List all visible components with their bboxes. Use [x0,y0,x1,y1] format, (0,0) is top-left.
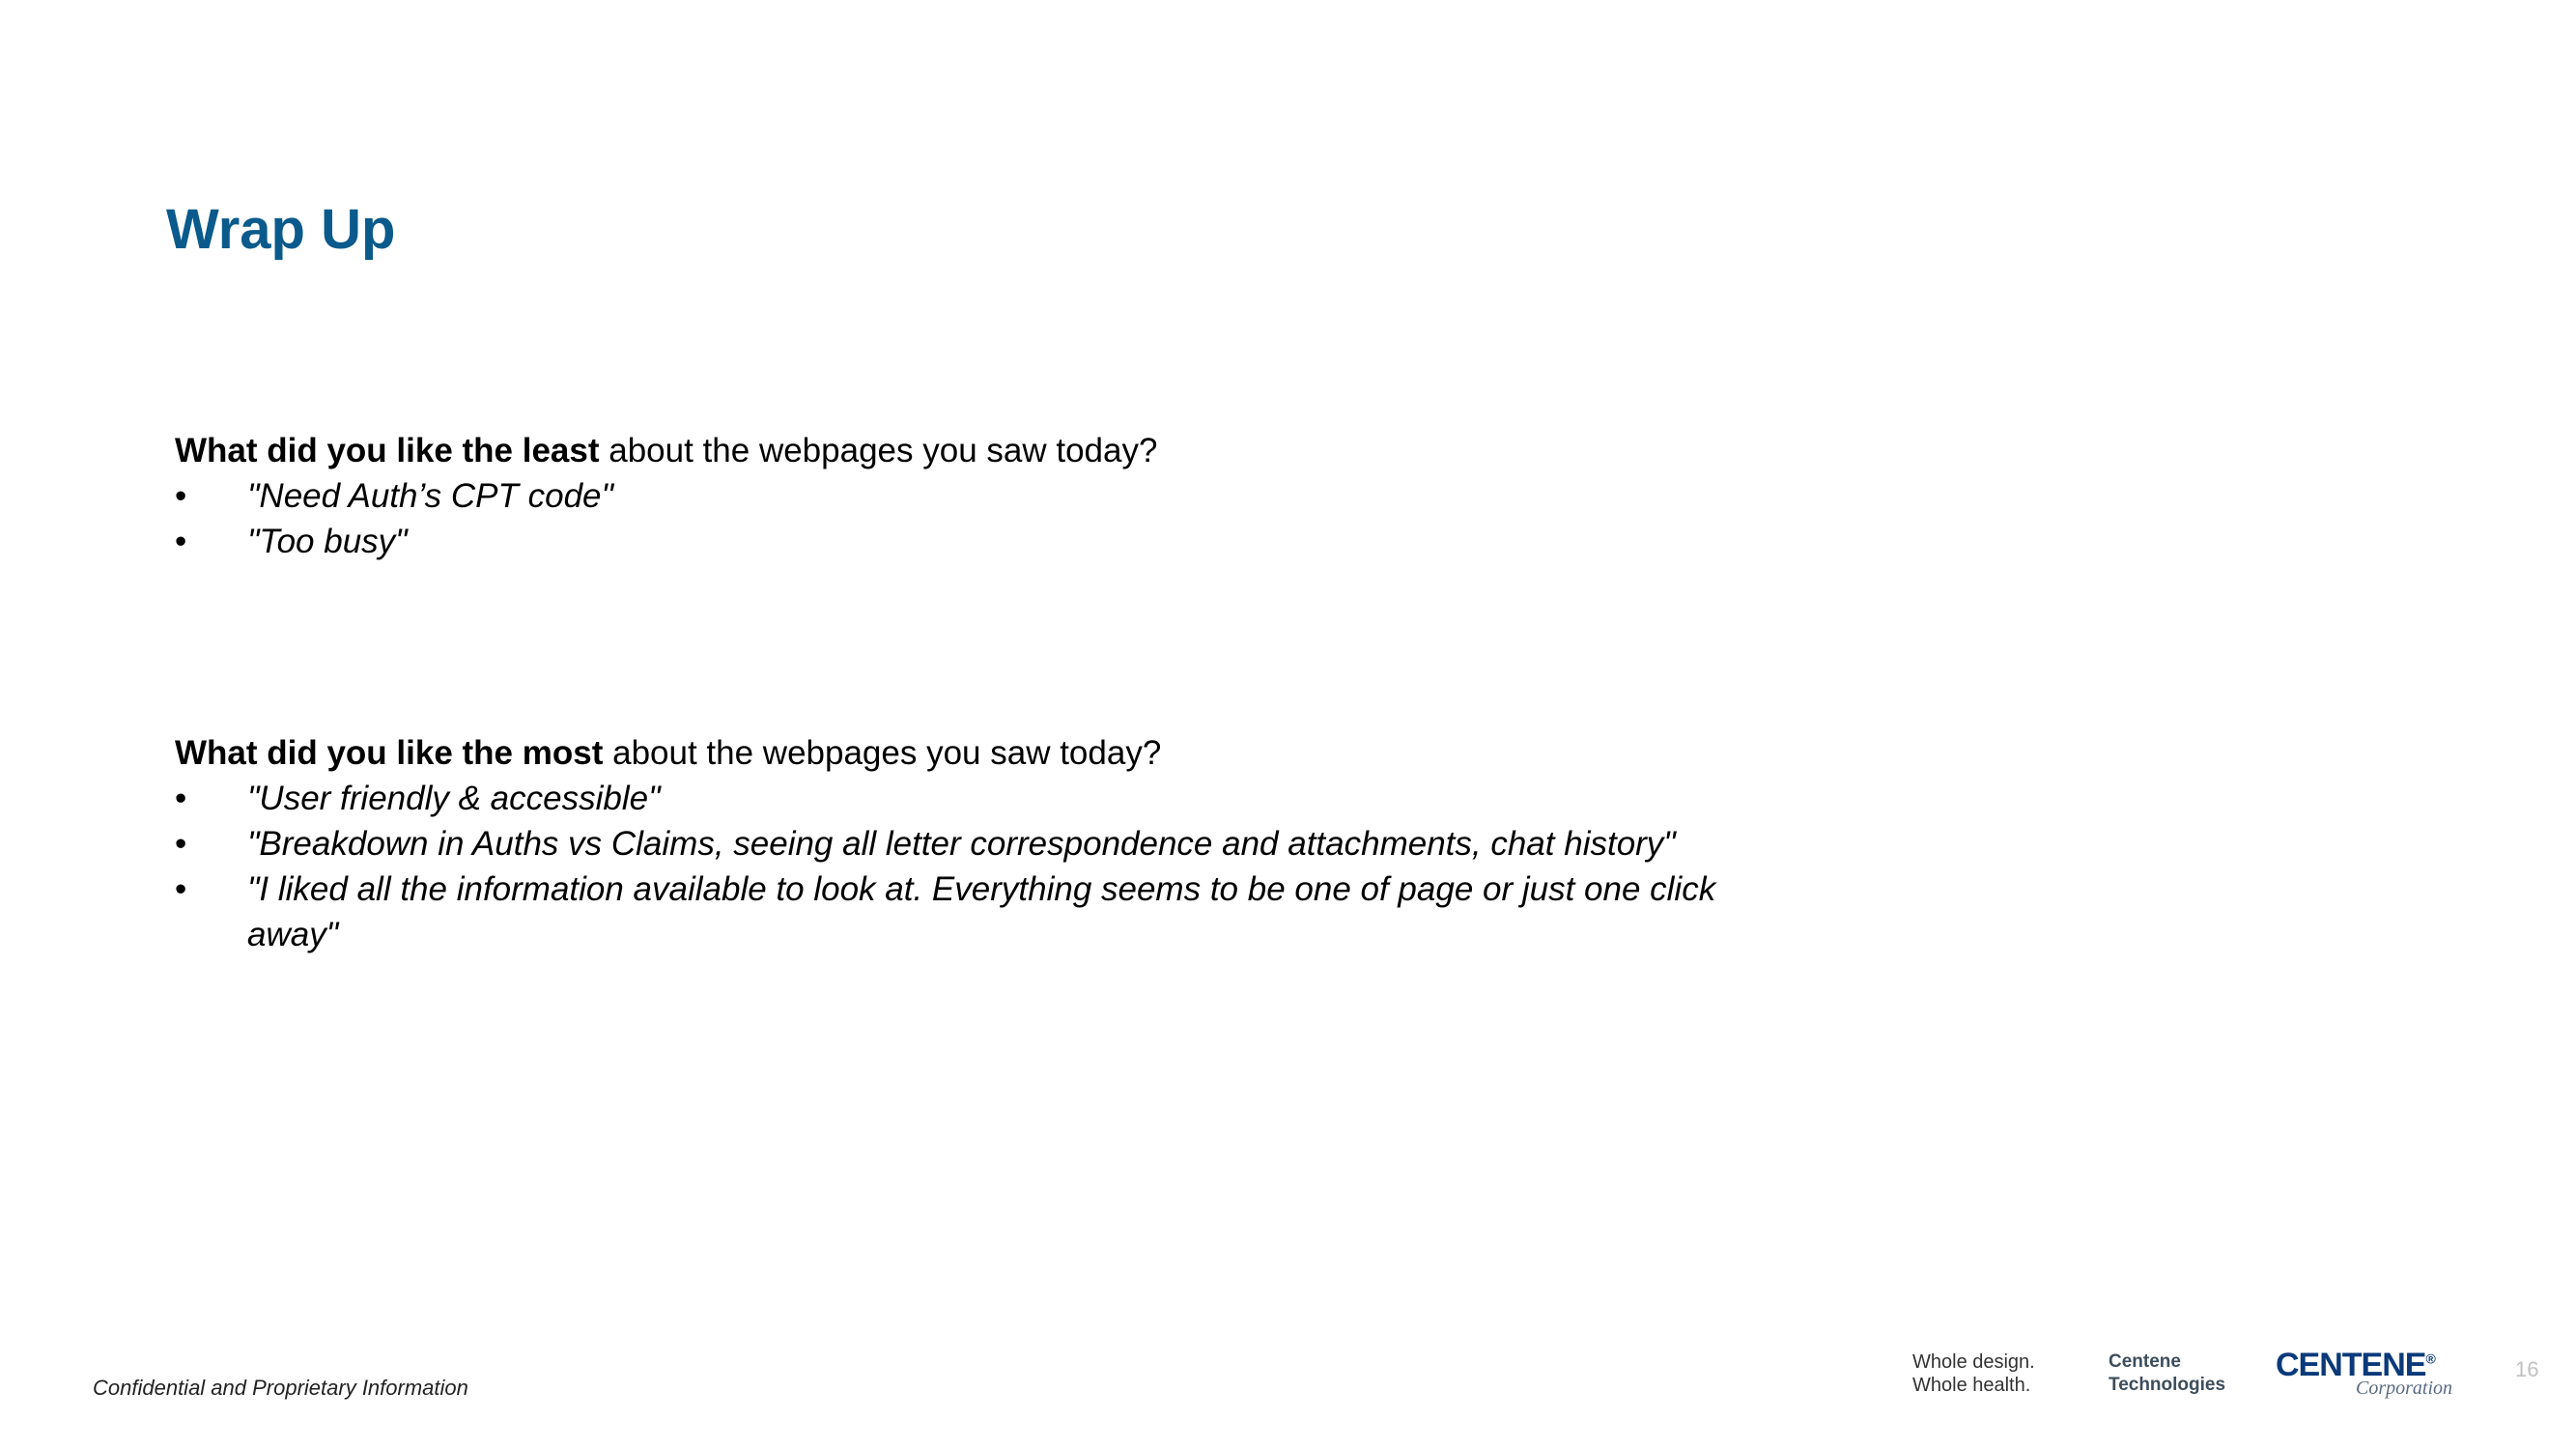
least-liked-question [175,428,1759,473]
bullet-icon: • [175,523,187,560]
list-item [175,776,1759,821]
least-liked-question-bold: What did you like the least [175,432,600,469]
most-liked-question [175,730,1759,776]
centene-corporation-logo [2276,1347,2469,1403]
list-item [175,867,1725,957]
centene-technologies-logo [2109,1350,2225,1397]
least-liked-question-rest: about the webpages you saw today? [599,432,1158,469]
answer-text: "I liked all the information available to look at. Everything seems to be one of page or just one click away" [247,870,1716,953]
most-liked-question-bold: What did you like the most [175,734,604,772]
list-item [175,821,1759,867]
logo-subtitle: Corporation [2356,1378,2453,1399]
least-liked-answers [175,473,1759,564]
bullet-icon: • [175,870,187,908]
bullet-icon: • [175,825,187,863]
slide-title: Wrap Up [166,198,396,261]
bullet-icon: • [175,477,187,515]
list-item [175,473,1759,519]
answer-text: "Breakdown in Auths vs Claims, seeing all letter correspondence and attachments, chat history" [247,825,1676,863]
most-liked-answers [175,776,1759,957]
bullet-icon: • [175,780,187,817]
tagline-line-2: Whole health. [1912,1375,2031,1396]
list-item [175,519,1759,564]
confidential-note: Confidential and Proprietary Information [93,1376,468,1400]
logo-word: CENTENE [2276,1347,2426,1383]
registered-mark: ® [2425,1350,2435,1367]
brand-tagline [1912,1350,2035,1397]
answer-text: "Need Auth’s CPT code" [247,477,613,515]
tech-line-1: Centene [2109,1351,2181,1372]
least-liked-section [175,428,1759,564]
most-liked-section [175,730,1759,957]
page-number: 16 [2515,1357,2539,1381]
answer-text: "User friendly & accessible" [247,780,661,817]
tech-line-2: Technologies [2109,1375,2226,1395]
most-liked-question-rest: about the webpages you saw today? [603,734,1162,772]
tagline-line-1: Whole design. [1912,1351,2035,1373]
answer-text: "Too busy" [247,523,408,560]
